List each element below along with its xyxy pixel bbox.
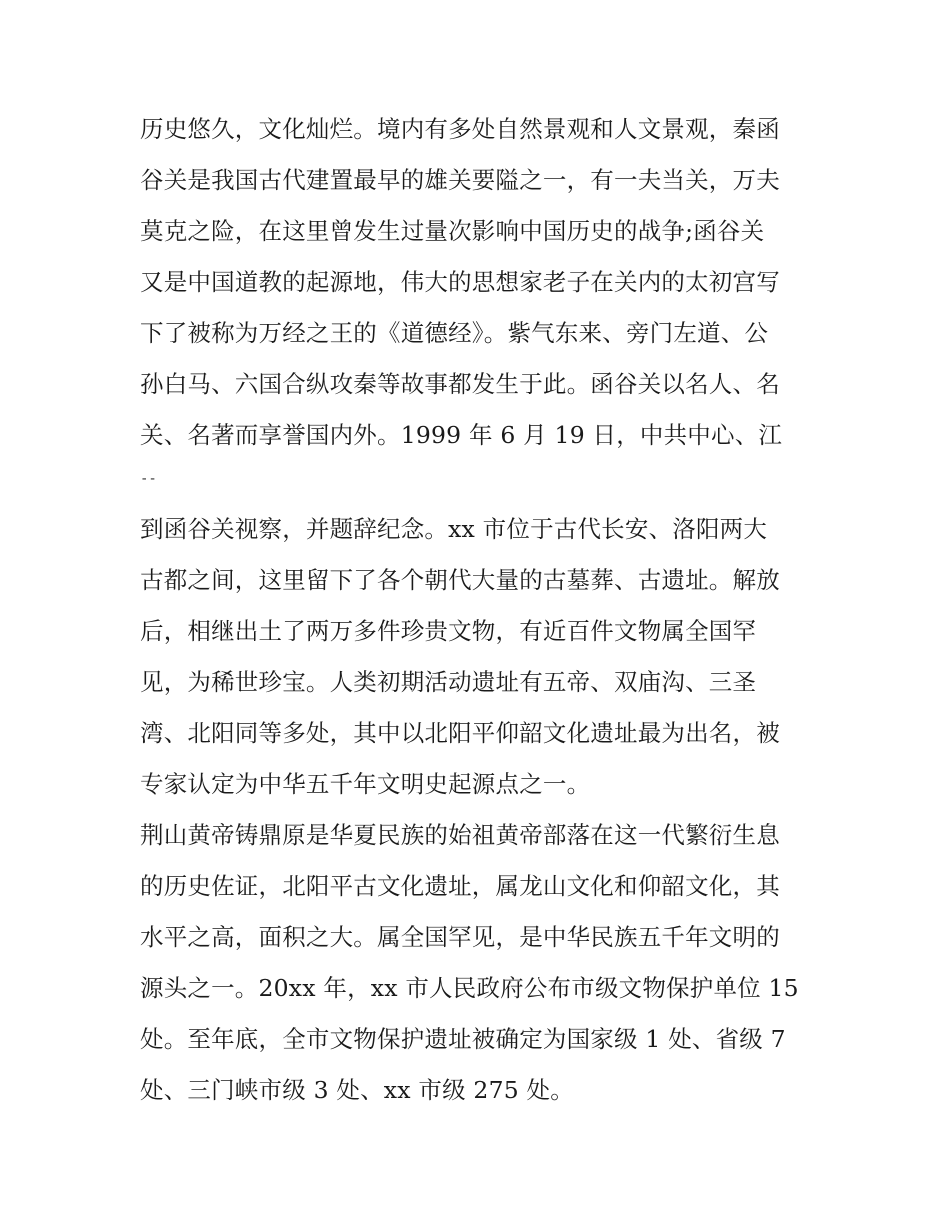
page-break-marker: -- (140, 471, 157, 487)
text-section-1 (140, 104, 820, 461)
text-line: 到函谷关视察，并题辞纪念。xx 市位于古代长安、洛阳两大 (140, 515, 768, 543)
text-line: 见，为稀世珍宝。人类初期活动遗址有五帝、双庙沟、三圣 (140, 668, 757, 696)
text-line: 莫克之险，在这里曾发生过量次影响中国历史的战争;函谷关 (140, 217, 765, 245)
text-line: 处、三门峡市级 3 处、xx 市级 275 处。 (140, 1076, 574, 1104)
text-line: 关、名著而享誉国内外。1999 年 6 月 19 日，中共中心、江 (140, 421, 783, 449)
text-line: 处。至年底，全市文物保护遗址被确定为国家级 1 处、省级 7 (140, 1025, 786, 1053)
text-section-2 (140, 504, 820, 1116)
text-line: 谷关是我国古代建置最早的雄关要隘之一，有一夫当关，万夫 (140, 166, 780, 194)
text-line: 湾、北阳同等多处，其中以北阳平仰韶文化遗址最为出名，被 (140, 719, 780, 747)
text-line: 源头之一。20xx 年，xx 市人民政府公布市级文物保护单位 15 (140, 974, 799, 1002)
text-line: 又是中国道教的起源地，伟大的思想家老子在关内的太初宫写 (140, 268, 780, 296)
text-line: 下了被称为万经之王的《道德经》。紫气东来、旁门左道、公 (140, 319, 769, 347)
text-line: 的历史佐证，北阳平古文化遗址，属龙山文化和仰韶文化，其 (140, 872, 780, 900)
text-line: 孙白马、六国合纵攻秦等故事都发生于此。函谷关以名人、名 (140, 370, 780, 398)
text-line: 古都之间，这里留下了各个朝代大量的古墓葬、古遗址。解放 (140, 566, 780, 594)
text-line: 荆山黄帝铸鼎原是华夏民族的始祖黄帝部落在这一代繁衍生息 (140, 821, 780, 849)
text-line: 专家认定为中华五千年文明史起源点之一。 (140, 770, 591, 798)
text-line: 后，相继出土了两万多件珍贵文物，有近百件文物属全国罕 (140, 617, 757, 645)
text-line: 水平之高，面积之大。属全国罕见，是中华民族五千年文明的 (140, 923, 780, 951)
text-line: 历史悠久，文化灿烂。境内有多处自然景观和人文景观，秦函 (140, 115, 780, 143)
